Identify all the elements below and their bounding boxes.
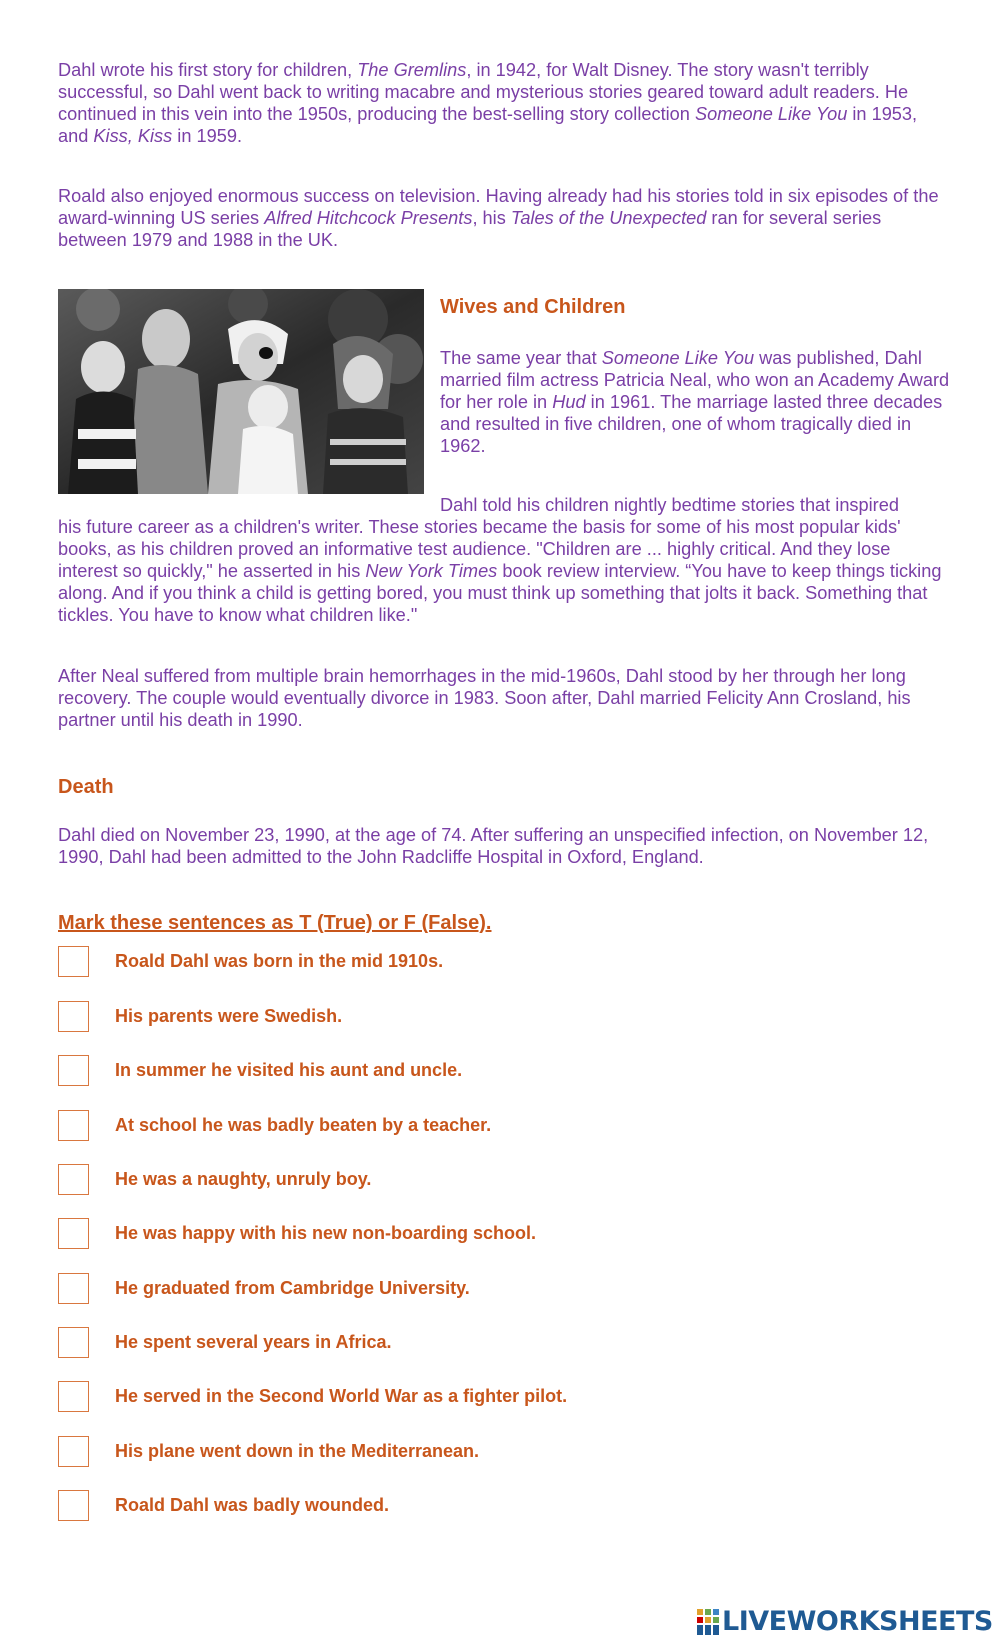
liveworksheets-logo-icon xyxy=(697,1609,719,1635)
tf-item xyxy=(58,1488,389,1522)
tf-item xyxy=(58,1271,470,1305)
tf-item xyxy=(58,944,443,978)
answer-checkbox[interactable] xyxy=(58,1001,89,1032)
answer-checkbox[interactable] xyxy=(58,946,89,977)
tf-statement: Roald Dahl was badly wounded. xyxy=(115,1494,390,1515)
tf-statement: He served in the Second World War as a fighter pilot. xyxy=(115,1385,568,1406)
tf-statement: In summer he visited his aunt and uncle. xyxy=(115,1059,463,1080)
wives-paragraph-2: his future career as a children's writer. These stories became the basis for some of his most popular kids' books, as his children proved an informative test audience. "Children are ... highly critical. And they lose interest so quickly," he asserted in his New York Times book review interview. “You have to keep things ticking along. And if you think a child is getting bored, you must think up something that jolts it back. Something that tickles. You have to know what children like." xyxy=(58,517,942,625)
answer-checkbox[interactable] xyxy=(58,1218,89,1249)
answer-checkbox[interactable] xyxy=(58,1273,89,1304)
task-title: Mark these sentences as T (True) or F (False). xyxy=(58,912,492,934)
logo-text: LIVEWORKSHEETS xyxy=(722,1606,993,1637)
death-paragraph: Dahl died on November 23, 1990, at the age of 74. After suffering an unspecified infection, on November 12, 1990, Dahl had been admitted to the John Radcliffe Hospital in Oxford, England. xyxy=(58,825,929,867)
answer-checkbox[interactable] xyxy=(58,1490,89,1521)
answer-checkbox[interactable] xyxy=(58,1164,89,1195)
tf-statement: He spent several years in Africa. xyxy=(115,1331,392,1352)
tf-statement: His plane went down in the Mediterranean. xyxy=(115,1440,480,1461)
tf-item xyxy=(58,1379,567,1413)
tf-statement: His parents were Swedish. xyxy=(115,1005,343,1026)
intro-paragraph-2: Roald also enjoyed enormous success on television. Having already had his stories told in six episodes of the award-winning US series Alfred Hitchcock Presents, his Tales of the Unexpected ran for several series between 1979 and 1988 in the UK. xyxy=(58,186,939,250)
tf-statement: At school he was badly beaten by a teacher. xyxy=(115,1114,492,1135)
tf-statement: He was happy with his new non-boarding school. xyxy=(115,1222,537,1243)
wives-paragraph-3: After Neal suffered from multiple brain hemorrhages in the mid-1960s, Dahl stood by her through her long recovery. The couple would eventually divorce in 1983. Soon after, Dahl married Felicity Ann Crosland, his partner until his death in 1990. xyxy=(58,666,911,730)
tf-item xyxy=(58,1325,391,1359)
answer-checkbox[interactable] xyxy=(58,1436,89,1467)
tf-statement: He was a naughty, unruly boy. xyxy=(115,1168,372,1189)
answer-checkbox[interactable] xyxy=(58,1055,89,1086)
intro-paragraph-1: Dahl wrote his first story for children, The Gremlins, in 1942, for Walt Disney. The story wasn't terribly successful, so Dahl went back to writing macabre and mysterious stories geared toward adult readers. He continued in this vein into the 1950s, producing the best-selling story collection Someone Like You in 1953, and Kiss, Kiss in 1959. xyxy=(58,60,918,146)
tf-item xyxy=(58,1434,479,1468)
tf-statement: He graduated from Cambridge University. xyxy=(115,1277,470,1298)
tf-item xyxy=(58,1053,462,1087)
tf-item xyxy=(58,999,342,1033)
wives-paragraph-1: The same year that Someone Like You was published, Dahl married film actress Patricia Neal, who won an Academy Award for her role in Hud in 1961. The marriage lasted three decades and resulted in five children, one of whom tragically died in 1962. xyxy=(440,348,950,456)
tf-statement: Roald Dahl was born in the mid 1910s. xyxy=(115,950,444,971)
section-heading-wives: Wives and Children xyxy=(440,296,626,318)
tf-item xyxy=(58,1162,371,1196)
section-heading-death: Death xyxy=(58,776,114,798)
answer-checkbox[interactable] xyxy=(58,1327,89,1358)
tf-item xyxy=(58,1216,536,1250)
family-photo xyxy=(58,289,424,494)
answer-checkbox[interactable] xyxy=(58,1381,89,1412)
liveworksheets-logo xyxy=(697,1606,993,1637)
wives-paragraph-2-line1: Dahl told his children nightly bedtime stories that inspired xyxy=(440,495,899,515)
tf-item xyxy=(58,1108,491,1142)
answer-checkbox[interactable] xyxy=(58,1110,89,1141)
